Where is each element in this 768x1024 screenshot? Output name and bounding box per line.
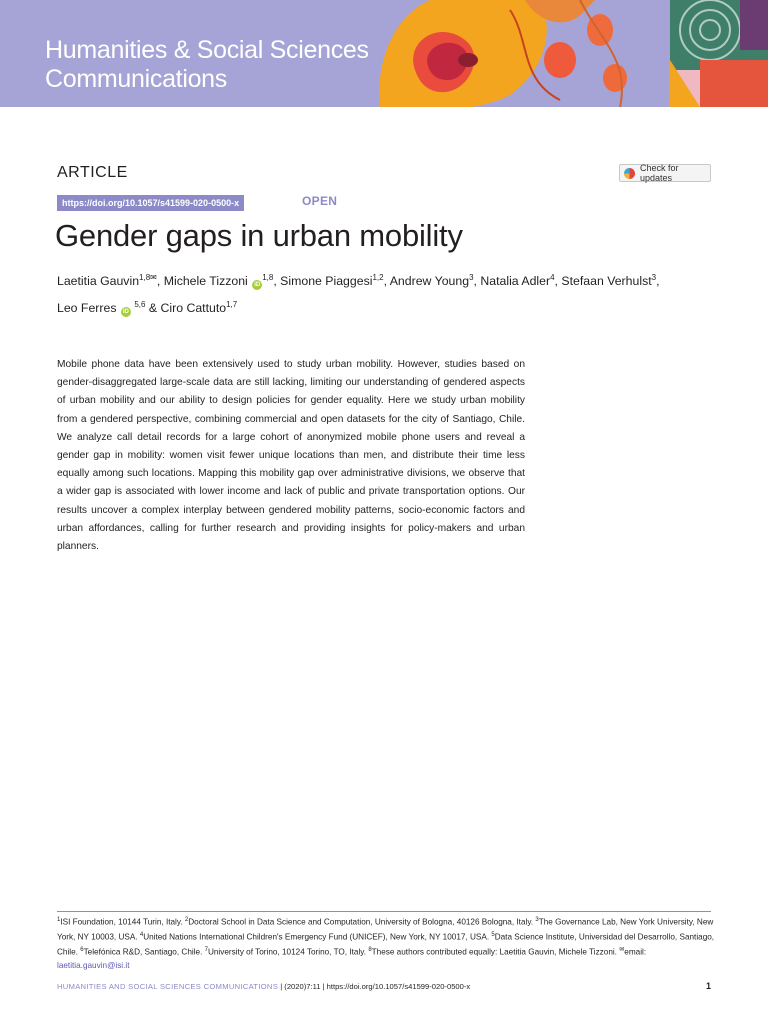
affiliation-marker: 5 [491, 931, 495, 938]
author-name: Leo Ferres [57, 301, 117, 316]
affiliations [57, 914, 715, 972]
affiliation-marker: 8 [368, 946, 372, 953]
author-separator: , [383, 274, 390, 289]
author-name: Laetitia Gauvin [57, 274, 140, 289]
author-affiliation-marker: 3 [651, 273, 657, 282]
affiliation-marker: 6 [80, 946, 84, 953]
affiliation-text: The Governance Lab, New York University, New York, NY 10003, USA. [57, 917, 714, 942]
envelope-icon: ✉ [619, 946, 625, 953]
author[interactable] [164, 274, 274, 288]
affiliation-text: Data Science Institute, Universidad del Desarrollo, Santiago, Chile. [57, 932, 715, 957]
author[interactable] [280, 274, 383, 288]
page-number: 1 [705, 981, 711, 991]
journal-name[interactable] [45, 36, 405, 94]
author-separator: , [473, 274, 481, 289]
author-affiliation-marker: 1,8✉ [139, 273, 157, 282]
author-affiliation-marker: 1,2 [372, 273, 384, 282]
author[interactable] [561, 274, 656, 288]
author-affiliation-marker: 4 [550, 273, 555, 282]
article-type-label: ARTICLE [57, 164, 128, 181]
journal-name-line2: Communications [45, 65, 227, 93]
author-affiliation-marker: 1,8 [262, 273, 274, 282]
author-name: Natalia Adler [480, 274, 551, 289]
article-title: Gender gaps in urban mobility [55, 218, 463, 253]
author-separator: , [156, 274, 164, 289]
contact-label: email: [624, 947, 647, 957]
author[interactable] [390, 274, 474, 288]
journal-banner [0, 0, 768, 107]
author-separator: , [656, 274, 660, 289]
affiliation-text: These authors contributed equally: Laetitia Gauvin, Michele Tizzoni. [371, 947, 620, 957]
footer-citation: | (2020)7:11 | https://doi.org/10.1057/s41599-020-0500-x [278, 982, 471, 991]
abstract: Mobile phone data have been extensively used to study urban mobility. However, studies based on gender-disaggregated large-scale data are still lacking, limiting our understanding of gendered aspects of urban mobility and our ability to design policies for gender equality. Here we study urban mobility from a gendered perspective, combining commercial and open datasets for the city of Santiago, Chile. We analyze call detail records for a large cohort of anonymized mobile phone users and reveal a gender gap in mobility: women visit fewer unique locations than men, and distribute their time less equally among such locations. Mapping this mobility gap over administrative divisions, we observe that a wider gap is associated with lower income and lack of public and private transportation options. Our results uncover a complex interplay between gendered mobility patterns, socio-economic factors and urban affordances, calling for further research and providing insights for policy-makers and urban planners. [57, 359, 525, 553]
crossmark-icon [624, 168, 635, 179]
open-access-label: OPEN [302, 194, 338, 208]
corresponding-email-link[interactable]: laetitia.gauvin@isi.it [57, 960, 130, 970]
journal-name-line1: Humanities & Social Sciences [45, 36, 369, 64]
footnote-divider [57, 911, 711, 912]
author[interactable] [57, 274, 157, 288]
author-affiliation-marker: 3 [469, 273, 474, 282]
check-for-updates-label: Check for updates [640, 163, 679, 183]
author-separator: , [554, 274, 562, 289]
author[interactable] [480, 274, 554, 288]
affiliation-marker: 7 [204, 946, 208, 953]
author[interactable] [57, 301, 145, 315]
footer-journal-name[interactable]: HUMANITIES AND SOCIAL SCIENCES COMMUNICATIONS [57, 982, 279, 991]
affiliation-text: United Nations International Children's Emergency Fund (UNICEF), New York, NY 10017, USA. [143, 932, 492, 942]
author[interactable] [160, 301, 237, 315]
affiliation-marker: 3 [535, 917, 539, 923]
affiliation-text: ISI Foundation, 10144 Turin, Italy. [60, 917, 185, 927]
author-affiliation-marker: 1,7 [226, 300, 238, 310]
author-name: Ciro Cattuto [160, 301, 227, 316]
doi-link[interactable]: https://doi.org/10.1057/s41599-020-0500-x [57, 195, 244, 211]
author-name: Stefaan Verhulst [561, 274, 652, 289]
affiliation-text: University of Torino, 10124 Torino, TO, Italy. [207, 947, 369, 957]
author-affiliation-marker: 5,6 [134, 300, 146, 310]
page-footer [57, 982, 711, 991]
affiliation-marker: 2 [184, 917, 189, 923]
affiliation-text: Doctoral School in Data Science and Computation, University of Bologna, 40126 Bologna, Italy. [188, 917, 536, 927]
author-name: Michele Tizzoni [163, 274, 248, 289]
banner-artwork [370, 0, 768, 107]
check-for-updates-button[interactable] [619, 164, 711, 182]
affiliation-text: Telefónica R&D, Santiago, Chile. [83, 947, 205, 957]
author-list [57, 266, 717, 320]
author-name: Andrew Young [389, 274, 470, 289]
affiliation-marker: 4 [139, 931, 144, 938]
orcid-icon[interactable]: iD [122, 309, 129, 316]
affiliation-marker: 1 [57, 917, 61, 923]
orcid-icon[interactable]: iD [254, 282, 261, 289]
author-name: Simone Piaggesi [280, 274, 373, 289]
author-separator: , [273, 274, 281, 289]
author-separator: & [145, 301, 161, 316]
